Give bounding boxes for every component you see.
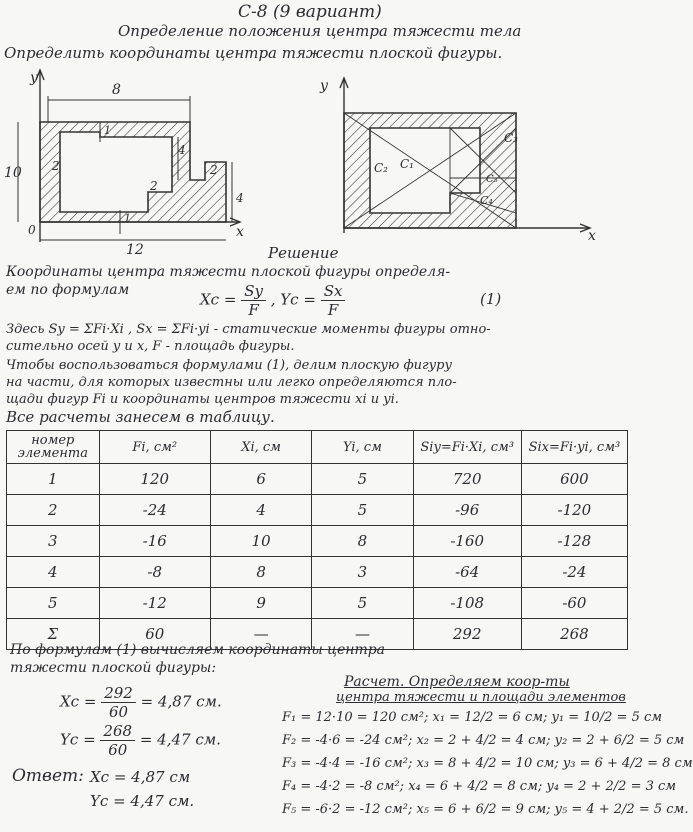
dim-4a: 4 <box>178 143 186 157</box>
table-cell: 8 <box>312 526 413 557</box>
axis-y-label: y <box>30 70 38 86</box>
axis-x-label: x <box>236 224 244 240</box>
split-line-1: Чтобы воспользоваться формулами (1), делим плоскую фигуру <box>6 358 453 373</box>
table-cell: 5 <box>7 588 100 619</box>
table-cell: Σ <box>7 619 100 650</box>
table-row <box>7 526 628 557</box>
formula-yc-fraction: $\frac{Sx}{F}$ <box>321 282 346 319</box>
table-cell: -24 <box>521 557 627 588</box>
table-cell: 5 <box>312 464 413 495</box>
table-cell: 600 <box>521 464 627 495</box>
table-row <box>7 464 628 495</box>
formula-number: (1) <box>480 290 502 308</box>
table-cell: 60 <box>99 619 210 650</box>
table-cell: -108 <box>413 588 521 619</box>
split-line-3: щади фигур Fi и координаты центров тяжести xi и yi. <box>6 392 399 407</box>
answer-yc: Yc = 4,47 см. <box>90 792 195 810</box>
calc-line: F₃ = -4·4 = -16 см²; x₃ = 8 + 4/2 = 10 см; y₃ = 6 + 4/2 = 8 см <box>282 756 693 771</box>
table-row <box>7 557 628 588</box>
formula-yc-left: , Yc = <box>270 290 316 309</box>
dim-2a: 2 <box>52 159 60 173</box>
figure-right <box>300 68 610 244</box>
results-line-2: тяжести плоской фигуры: <box>10 660 217 676</box>
formula-xc-left: Xc = <box>200 290 237 309</box>
dim-1a: 1 <box>104 124 111 137</box>
axis-y-label-right: y <box>320 78 328 94</box>
dim-12: 12 <box>126 242 144 258</box>
table-row <box>7 588 628 619</box>
table-cell: 9 <box>210 588 311 619</box>
calc-line: F₁ = 12·10 = 120 см²; x₁ = 12/2 = 6 см; y₁ = 10/2 = 5 см <box>282 710 663 725</box>
col-header: Six=Fi·yi, см³ <box>521 431 627 464</box>
table-row <box>7 495 628 526</box>
table-intro: Все расчеты занесем в таблицу. <box>6 408 275 426</box>
table-cell: — <box>312 619 413 650</box>
page-title: С-8 (9 вариант) <box>238 2 382 22</box>
table-cell: 8 <box>210 557 311 588</box>
dim-1b: 1 <box>124 212 131 225</box>
yc-fraction: $\frac{268}{60}$ <box>100 722 135 759</box>
calc-line: F₅ = -6·2 = -12 см²; x₅ = 6 + 6/2 = 9 см; y₅ = 4 + 2/2 = 5 см. <box>282 802 689 817</box>
table-cell: 3 <box>312 557 413 588</box>
calc-heading-1: Расчет. Определяем коор-ты <box>344 674 570 690</box>
c4-label: C₄ <box>480 194 493 207</box>
table-cell: -128 <box>521 526 627 557</box>
table-cell: -24 <box>99 495 210 526</box>
xc-calc <box>60 684 222 721</box>
c1-label: C₁ <box>400 157 414 171</box>
col-header: номер элемента <box>7 431 100 464</box>
results-table <box>6 430 628 650</box>
dim-2b: 2 <box>150 179 158 193</box>
table-cell: 1 <box>7 464 100 495</box>
solution-heading: Решение <box>268 244 339 262</box>
table-cell: 2 <box>7 495 100 526</box>
table-cell: 5 <box>312 495 413 526</box>
where-line-1: Здесь Sy = ΣFi·Xi , Sx = ΣFi·yi - статические моменты фигуры отно- <box>6 322 491 337</box>
xc-fraction: $\frac{292}{60}$ <box>101 684 136 721</box>
axis-x-label-right: x <box>588 228 596 244</box>
table-cell: -12 <box>99 588 210 619</box>
answer-xc: Xc = 4,87 см <box>90 768 191 786</box>
table-cell: 4 <box>7 557 100 588</box>
table-cell: -160 <box>413 526 521 557</box>
table-header-row <box>7 431 628 464</box>
yc-calc <box>60 722 221 759</box>
yc-right: = 4,47 см. <box>139 730 221 749</box>
calc-line: F₄ = -4·2 = -8 см²; x₄ = 6 + 4/2 = 8 см; y₄ = 2 + 2/2 = 3 см <box>282 779 677 794</box>
formula-block <box>200 282 345 319</box>
calc-heading-2: центра тяжести и площади элементов <box>336 690 626 705</box>
table-cell: 5 <box>312 588 413 619</box>
figure-left <box>0 62 260 262</box>
formula-xc-fraction: $\frac{Sy}{F}$ <box>241 282 266 319</box>
col-header: Yi, см <box>312 431 413 464</box>
xc-left: Xc = <box>60 692 97 711</box>
col-header: Xi, см <box>210 431 311 464</box>
table-cell: 720 <box>413 464 521 495</box>
col-header: Fi, см² <box>99 431 210 464</box>
results-line-1: По формулам (1) вычисляем координаты центра <box>10 642 386 658</box>
table-cell: 10 <box>210 526 311 557</box>
table-cell: 3 <box>7 526 100 557</box>
table-cell: 292 <box>413 619 521 650</box>
intro-line-2: ем по формулам <box>6 282 130 298</box>
dim-2c: 2 <box>210 163 218 177</box>
intro-line-1: Координаты центра тяжести плоской фигуры определя- <box>6 264 451 280</box>
table-cell: — <box>210 619 311 650</box>
origin-label: 0 <box>28 223 36 237</box>
c3-label: C₃ <box>504 131 518 145</box>
yc-left: Yc = <box>60 730 96 749</box>
table-cell: -16 <box>99 526 210 557</box>
xc-right: = 4,87 см. <box>140 692 222 711</box>
split-line-2: на части, для которых известны или легко определяются пло- <box>6 375 457 390</box>
table-cell: -60 <box>521 588 627 619</box>
where-line-2: сительно осей y и x, F - площадь фигуры. <box>6 339 295 354</box>
dim-4b: 4 <box>236 191 244 205</box>
table-cell: 268 <box>521 619 627 650</box>
c2-label: C₂ <box>374 161 388 175</box>
table-cell: -96 <box>413 495 521 526</box>
c5-label: C₅ <box>486 174 498 185</box>
table-cell: -120 <box>521 495 627 526</box>
table-cell: -64 <box>413 557 521 588</box>
col-header: Siy=Fi·Xi, см³ <box>413 431 521 464</box>
task-statement: Определить координаты центра тяжести плоской фигуры. <box>4 44 503 62</box>
table-cell: 4 <box>210 495 311 526</box>
table-cell: 6 <box>210 464 311 495</box>
calc-line: F₂ = -4·6 = -24 см²; x₂ = 2 + 4/2 = 4 см; y₂ = 2 + 6/2 = 5 см <box>282 733 685 748</box>
table-cell: -8 <box>99 557 210 588</box>
table-cell: 120 <box>99 464 210 495</box>
dim-10: 10 <box>4 165 22 181</box>
answer-label: Ответ: <box>12 766 84 786</box>
page-subtitle: Определение положения центра тяжести тела <box>118 22 522 40</box>
dim-8: 8 <box>112 82 121 98</box>
